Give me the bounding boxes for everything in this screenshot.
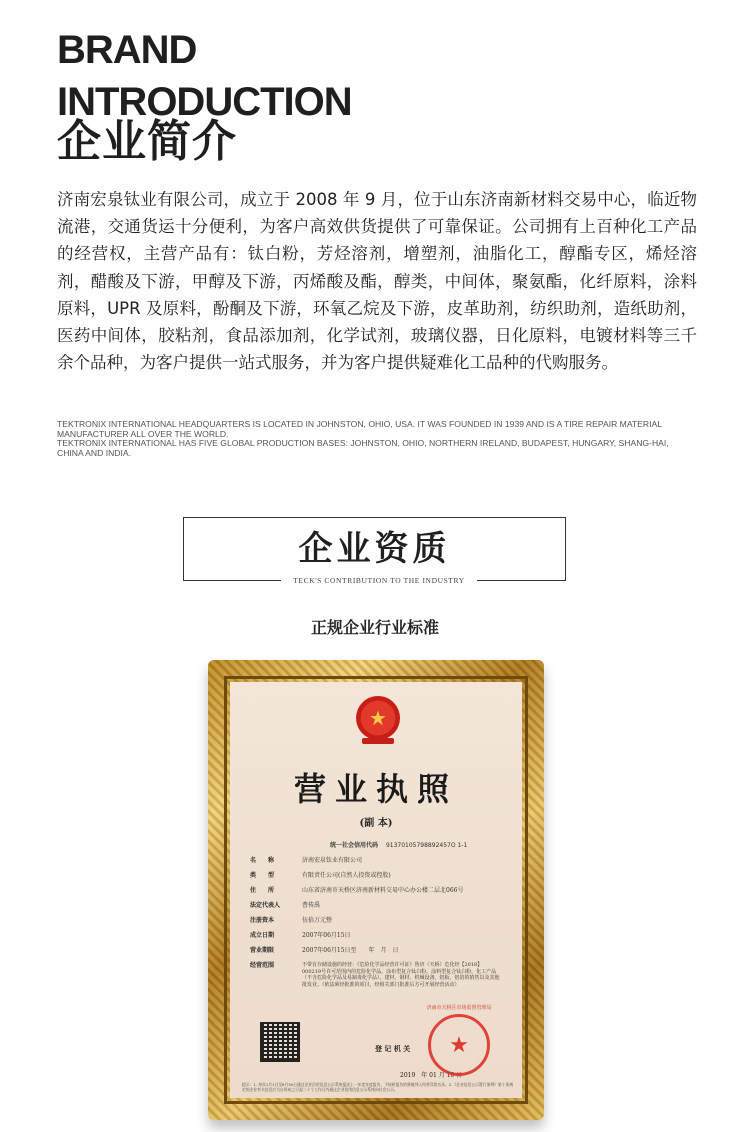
- field-scope: [250, 962, 500, 988]
- qualification-subtitle: TECK'S CONTRIBUTION TO THE INDUSTRY: [281, 575, 477, 587]
- certificate-fields: [250, 857, 500, 992]
- field-label: 类 型: [250, 872, 275, 879]
- field-value: 济南宏泉钛业有限公司: [302, 857, 363, 864]
- field-name: [250, 857, 500, 868]
- field-value: 有限责任公司(自然人投资或控股): [302, 872, 391, 879]
- qualification-caption: 正规企业行业标准: [310, 618, 439, 637]
- field-label: 名 称: [250, 857, 275, 864]
- english-note-line2: TEKTRONIX INTERNATIONAL HAS FIVE GLOBAL PRODUCTION BASES: JOHNSTON, OHIO, NORTHERN IRELAND, BUDAPEST, HUNGARY, SHANG-HAI, CHINA AND INDIA.: [57, 438, 669, 458]
- field-value: 2007年06月15日: [302, 932, 351, 939]
- field-value: 2007年06月15日至 年 月 日: [302, 947, 399, 954]
- registration-authority-label: 登 记 机 关: [375, 1045, 411, 1053]
- issue-date: 2019 年 01 月 10 日: [400, 1072, 463, 1079]
- field-label: 法定代表人: [250, 902, 281, 909]
- certificate-footnote: 提示：1. 每年1月1日至6月30日通过企业信用信息公示系统报送上一年度年度报告。不按时报告的将被列入经营异常名录。2.《企业信息公示暂行条例》第十条规定的企业有关信息应当自形成之日起二十个工作日内通过企业信用信息公示系统向社会公示。: [242, 1082, 514, 1092]
- field-label: 住 所: [250, 887, 275, 894]
- qr-code-icon: [260, 1022, 300, 1062]
- field-label: 注册资本: [250, 917, 275, 924]
- qualification-title: 企业资质: [298, 529, 451, 569]
- certificate-frame: [208, 660, 544, 1120]
- english-note: [57, 420, 697, 458]
- field-value: 山东省济南市天桥区济南新材料交易中心办公楼二层北066号: [302, 887, 464, 894]
- field-legal-rep: [250, 902, 500, 913]
- field-label: 经营范围: [250, 962, 275, 969]
- field-value: 伍拾万元整: [302, 917, 333, 924]
- english-note-line1: TEKTRONIX INTERNATIONAL HEADQUARTERS IS LOCATED IN JOHNSTON, OHIO, USA. IT WAS FOUNDED IN 1939 AND IS A TIRE REPAIR MATERIAL MANUFACTURER ALL OVER THE WORLD.: [57, 419, 662, 439]
- credit-code-value: 91370105798892457O 1-1: [385, 842, 468, 849]
- certificate-title: 营业执照: [293, 770, 458, 808]
- field-address: [250, 887, 500, 898]
- national-emblem-icon: ★: [356, 696, 400, 740]
- field-established: [250, 932, 500, 943]
- business-license-certificate: [230, 682, 522, 1098]
- brand-heading-cn: 企业简介: [57, 116, 237, 167]
- qualification-title-box: [183, 517, 566, 581]
- emblem-base: [362, 738, 394, 744]
- field-term: [250, 947, 500, 958]
- brand-heading-line2: INTRODUCTION: [57, 80, 352, 124]
- field-value: 曹传禹: [302, 902, 321, 909]
- official-seal-text: 济南市天桥区市场监督管理局: [426, 1005, 492, 1011]
- field-type: [250, 872, 500, 883]
- field-label: 成立日期: [250, 932, 275, 939]
- field-label: 营业期限: [250, 947, 275, 954]
- field-capital: [250, 917, 500, 928]
- brand-heading: [57, 24, 352, 128]
- company-intro-text: 济南宏泉钛业有限公司，成立于 2008 年 9 月，位于山东济南新材料交易中心，临近物流港，交通货运十分便利，为客户高效供货提供了可靠保证。公司拥有上百种化工产品的经营权，主营产品有：钛白粉，芳烃溶剂，增塑剂，油脂化工，醇酯专区，烯烃溶剂，醋酸及下游，甲醇及下游，丙烯酸及酯，醇类，中间体，聚氨酯，化纤原料，涂料原料，UPR 及原料，酚酮及下游，环氧乙烷及下游，皮革助剂，纺织助剂，造纸助剂，医药中间体，胶粘剂，食品添加剂，化学试剂，玻璃仪器，日化原料，电镀材料等三千余个品种，为客户提供一站式服务，并为客户提供疑难化工品种的代购服务。: [57, 190, 697, 373]
- brand-heading-line1: BRAND: [57, 28, 197, 72]
- official-seal-icon: ★: [428, 1014, 490, 1076]
- certificate-copy-label: (副 本): [359, 818, 393, 829]
- field-value: 不带有存储设施的经营：《危险化学品经营许可证》鲁济（天桥）危化经【2018】000219号许可范围内的危险化学品。涂布型复合钛白粉、涂料型复合钛白粉、化工产品（不含危险化学品及易制毒化学品）、建材、钢材、机械设备、铝板、铝箔的销售以及其他批发业。（依法须经批准的项目，经相关部门批准后方可开展经营活动）: [302, 962, 500, 988]
- credit-code-label: 统一社会信用代码: [330, 842, 379, 849]
- credit-code-row: [330, 840, 467, 849]
